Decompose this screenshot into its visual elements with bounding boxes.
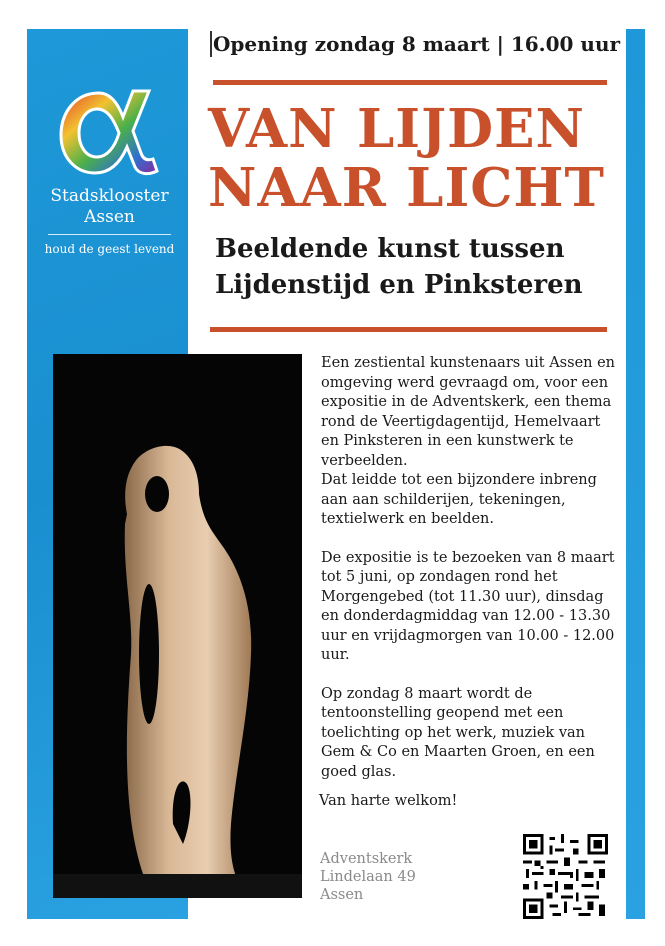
address-line2: Lindelaan 49 bbox=[320, 869, 416, 885]
title-line1: VAN LIJDEN bbox=[208, 98, 585, 160]
title-line2: NAAR LICHT bbox=[208, 157, 605, 219]
schedule-paragraph: De expositie is te bezoeken van 8 maart tot 5 juni, op zondagen rond het Morgengebed (tot 11.30 uur), dinsdag en donderdagmiddag van 12.00 - 13.30 uur en vrijdagmorgen van 10.00 - 12.00 uur. bbox=[321, 549, 615, 663]
sculpture-photo bbox=[53, 354, 302, 898]
org-divider bbox=[48, 234, 171, 235]
alpha-logo-icon bbox=[57, 87, 161, 177]
right-blue-band bbox=[626, 29, 645, 919]
subtitle-line2: Lijdenstijd en Pinksteren bbox=[215, 270, 583, 300]
bottom-rule bbox=[210, 327, 607, 332]
opening-date: Opening zondag 8 maart | 16.00 uur bbox=[210, 31, 620, 57]
intro-text-continued: Dat leidde tot een bijzondere inbreng aan aan schilderijen, tekeningen, textielwerk en beelden. bbox=[321, 472, 597, 527]
page-subtitle bbox=[215, 231, 615, 303]
top-rule bbox=[213, 80, 607, 85]
org-name-line1: Stadsklooster bbox=[50, 186, 169, 206]
opening-paragraph: Op zondag 8 maart wordt de tentoonstelling geopend met een toelichting op het werk, muziek van Gem & Co en Maarten Groen, en een goed glas. bbox=[321, 685, 595, 780]
page-title bbox=[208, 100, 618, 218]
intro-paragraph bbox=[321, 354, 619, 530]
wooden-sculpture-photo bbox=[53, 354, 302, 898]
org-name bbox=[27, 186, 192, 228]
address-line3: Assen bbox=[320, 887, 364, 903]
address-line1: Adventskerk bbox=[320, 851, 413, 867]
subtitle-line1: Beeldende kunst tussen bbox=[215, 234, 565, 264]
intro-text: Een zestiental kunstenaars uit Assen en omgeving werd gevraagd om, voor een expositie in de Adventskerk, een thema rond de Veertigdagentijd, Hemelvaart en Pinksteren in een kunstwerk te verbeelden. bbox=[321, 355, 616, 469]
qr-code-icon bbox=[523, 834, 608, 919]
org-tagline: houd de geest levend bbox=[44, 242, 175, 256]
address-block bbox=[320, 850, 416, 904]
org-name-line2: Assen bbox=[84, 207, 135, 227]
welcome-text: Van harte welkom! bbox=[319, 793, 458, 809]
body-text bbox=[321, 354, 619, 801]
